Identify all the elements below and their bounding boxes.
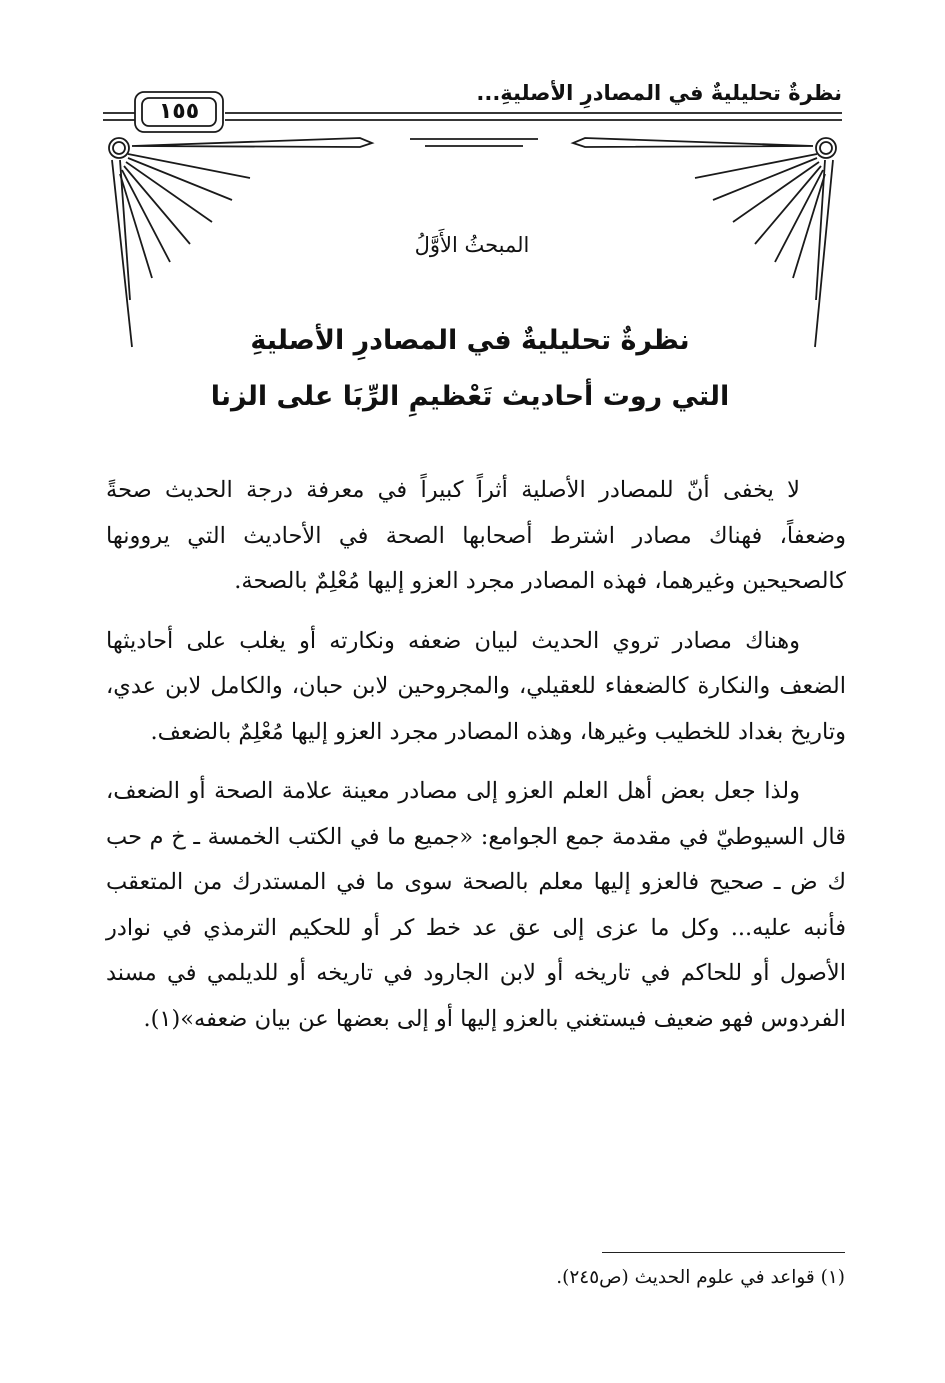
- running-title: نظرةٌ تحليليةٌ في المصادرِ الأصليةِ...: [476, 81, 842, 105]
- footnote: (١) قواعد في علوم الحديث (ص٢٤٥).: [556, 1267, 845, 1288]
- paragraph: لا يخفى أنّ للمصادر الأصلية أثراً كبيراً في معرفة درجة الحديث صحةً وضعفاً، فهناك مصادر اشترط أصحابها الصحة في الأحاديث التي يروونها كالصحيحين وغيرهما، فهذه المصادر مجرد العزو إليها مُعْلِمٌ بالصحة.: [106, 477, 846, 594]
- chapter-title-line-1: نظرةٌ تحليليةٌ في المصادرِ الأصليةِ: [250, 325, 690, 356]
- page-number: ١٥٥: [158, 99, 200, 124]
- chapter-title-line-2: التي روت أحاديث تَعْظيمِ الرِّبَا على الزنا: [210, 381, 730, 412]
- body-text: [106, 468, 846, 1042]
- section-label: المبحثُ الأَوَّلُ: [414, 233, 530, 257]
- footnote-divider: [602, 1252, 845, 1253]
- paragraph: ولذا جعل بعض أهل العلم العزو إلى مصادر معينة علامة الصحة أو الضعف، قال السيوطيّ في مقدمة جمع الجوامع: «جميع ما في الكتب الخمسة ـ خ م حب ك ض ـ صحيح فالعزو إليها معلم بالصحة سوى ما في المستدرك من المتعقب فأنبه عليه... وكل ما عزى إلى عق عد خط كر أو للحكيم الترمذي في نوادر الأصول أو للحاكم في تاريخه أو لابن الجارود في تاريخه أو للديلمي في مسند الفردوس فهو ضعيف فيستغني بالعزو إليها أو إلى بعضها عن بيان ضعفه»(١).: [106, 778, 846, 1032]
- paragraph: وهناك مصادر تروي الحديث لبيان ضعفه ونكارته أو يغلب على أحاديثها الضعف والنكارة كالضعفاء للعقيلي، والمجروحين لابن حبان، والكامل لابن عدي، وتاريخ بغداد للخطيب وغيرها، وهذه المصادر مجرد العزو إليها مُعْلِمٌ بالضعف.: [106, 627, 846, 745]
